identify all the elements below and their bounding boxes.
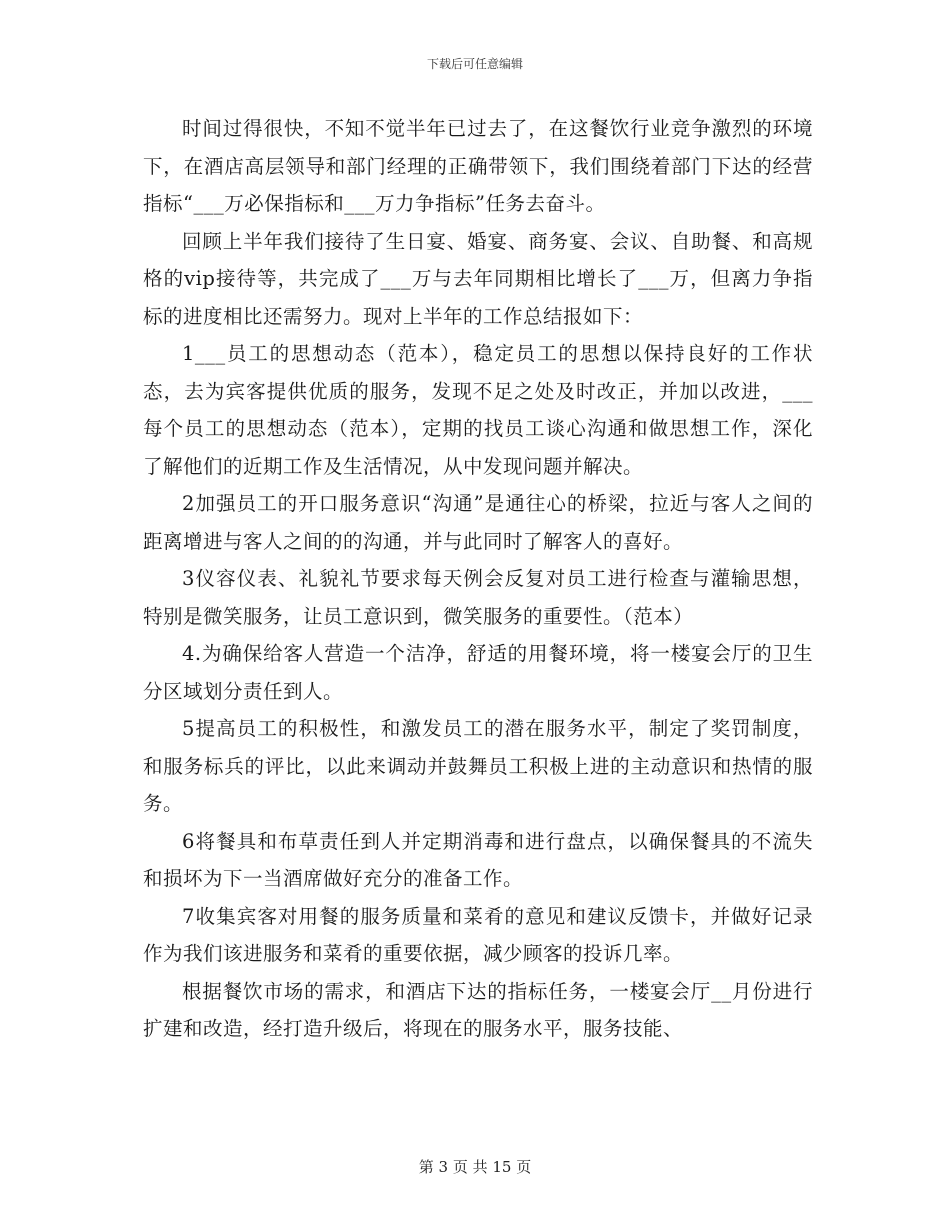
paragraph-item-6: 6将餐具和布草责任到人并定期消毒和进行盘点，以确保餐具的不流失和损坏为下一当酒席做好充分的准备工作。: [143, 829, 813, 890]
paragraph-item-3: 3仪容仪表、礼貌礼节要求每天例会反复对员工进行检查与灌输思想，特别是微笑服务，让员工意识到，微笑服务的重要性。（范本）: [143, 567, 813, 628]
paragraph-item-4: 4.为确保给客人营造一个洁净，舒适的用餐环境，将一楼宴会厅的卫生分区域划分责任到人。: [143, 642, 813, 703]
paragraph-intro: 时间过得很快，不知不觉半年已过去了，在这餐饮行业竞争激烈的环境下，在酒店高层领导和部门经理的正确带领下，我们围绕着部门下达的经营指标“___万必保指标和___万力争指标”任务去奋斗。: [143, 117, 813, 215]
paragraph-review: 回顾上半年我们接待了生日宴、婚宴、商务宴、会议、自助餐、和高规格的vip接待等，共完成了___万与去年同期相比增长了___万，但离力争指标的进度相比还需努力。现对上半年的工作总结报如下：: [143, 229, 813, 328]
paragraph-item-7: 7收集宾客对用餐的服务质量和菜肴的意见和建议反馈卡，并做好记录作为我们该进服务和菜肴的重要依据，减少顾客的投诉几率。: [143, 904, 813, 965]
page-number: 第 3 页 共 15 页: [418, 1158, 532, 1176]
paragraph-item-2: 2加强员工的开口服务意识“沟通”是通往心的桥梁，拉近与客人之间的距离增进与客人之间的的沟通，并与此同时了解客人的喜好。: [143, 492, 813, 553]
paragraph-item-1: 1___员工的思想动态（范本），稳定员工的思想以保持良好的工作状态，去为宾客提供优质的服务，发现不足之处及时改正，并加以改进，___每个员工的思想动态（范本），定期的找员工谈心沟通和做思想工作，深化了解他们的近期工作及生活情况，从中发现问题并解决。: [143, 342, 813, 478]
paragraph-item-5: 5提高员工的积极性，和激发员工的潜在服务水平，制定了奖罚制度，和服务标兵的评比，以此来调动并鼓舞员工积极上进的主动意识和热情的服务。: [143, 717, 813, 815]
page-header: 下载后可任意编辑: [426, 57, 523, 71]
paragraph-plan: 根据餐饮市场的需求，和酒店下达的指标任务，一楼宴会厅__月份进行扩建和改造，经打造升级后，将现在的服务水平，服务技能、: [143, 979, 813, 1040]
document-body: [143, 110, 813, 1048]
